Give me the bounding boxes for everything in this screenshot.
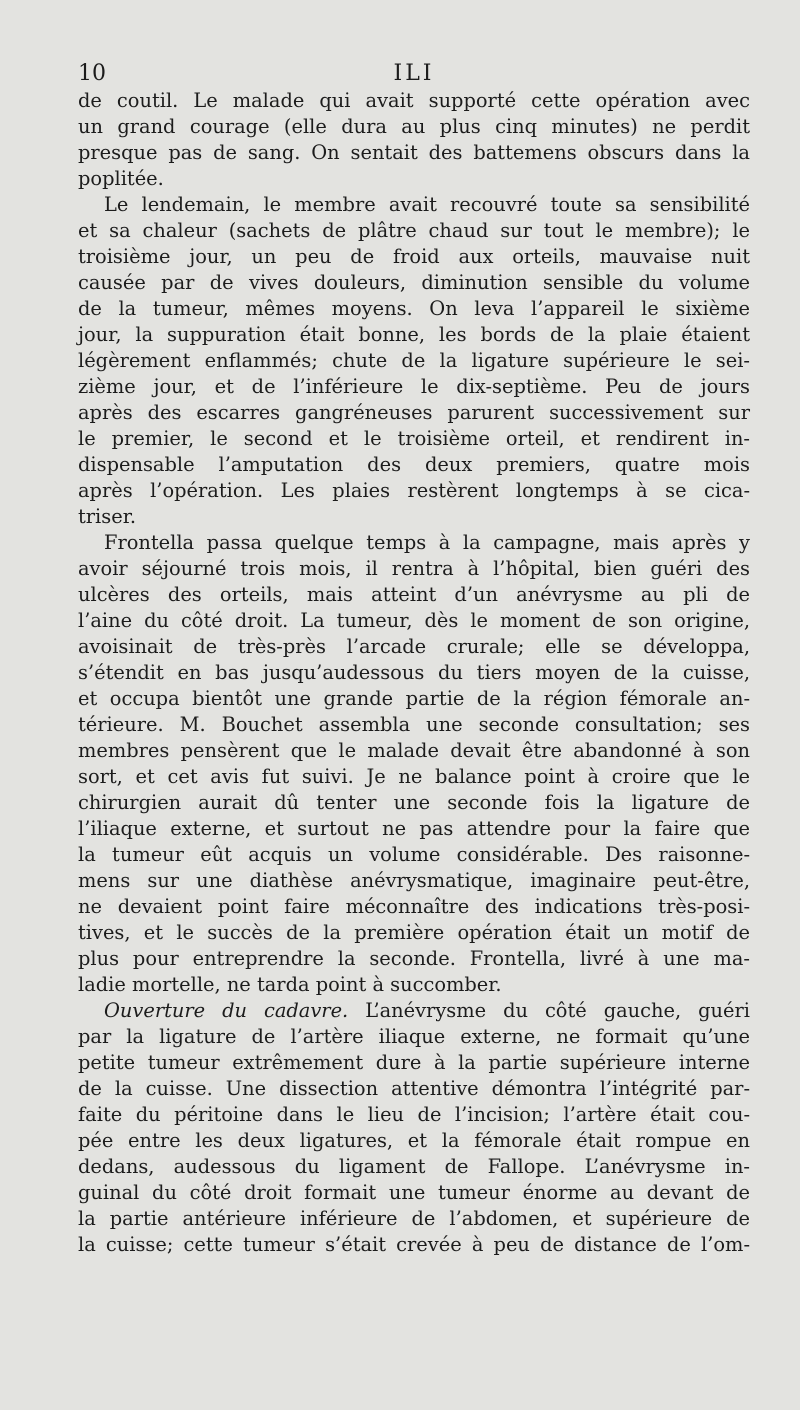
text-line: légèrement enflammés; chute de la ligature supérieure le sei- [78, 349, 750, 372]
text-line: guinal du côté droit formait une tumeur énorme au devant de [78, 1181, 750, 1204]
text-line: l’iliaque externe, et surtout ne pas attendre pour la faire que [78, 817, 750, 840]
text-line: ne devaient point faire méconnaître des indications très-posi- [78, 895, 750, 918]
page-number: 10 [78, 61, 106, 86]
text-line: de la cuisse. Une dissection attentive démontra l’intégrité par- [78, 1077, 750, 1100]
text-line: et sa chaleur (sachets de plâtre chaud sur tout le membre); le [78, 219, 750, 242]
text-line: plus pour entreprendre la seconde. Frontella, livré à une ma- [78, 947, 750, 970]
text-line: et occupa bientôt une grande partie de la région fémorale an- [78, 687, 750, 710]
text-line: zième jour, et de l’inférieure le dix-septième. Peu de jours [78, 375, 750, 398]
text-line: pée entre les deux ligatures, et la fémorale était rompue en [78, 1129, 750, 1152]
text-line: troisième jour, un peu de froid aux orteils, mauvaise nuit [78, 245, 750, 268]
text-line: poplitée. [78, 167, 164, 190]
text-line: la partie antérieure inférieure de l’abdomen, et supérieure de [78, 1207, 750, 1230]
text-line: de la tumeur, mêmes moyens. On leva l’appareil le sixième [78, 297, 750, 320]
text-line: chirurgien aurait dû tenter une seconde fois la ligature de [78, 791, 750, 814]
text-line: Le lendemain, le membre avait recouvré toute sa sensibilité [104, 193, 750, 216]
text-line: membres pensèrent que le malade devait être abandonné à son [78, 739, 750, 762]
text-line: causée par de vives douleurs, diminution sensible du volume [78, 271, 750, 294]
text-line: dispensable l’amputation des deux premiers, quatre mois [78, 453, 750, 476]
text-line: jour, la suppuration était bonne, les bords de la plaie étaient [78, 323, 750, 346]
text-line [78, 998, 750, 1024]
text-line: après l’opération. Les plaies restèrent longtemps à se cica- [78, 479, 750, 502]
text-line: Frontella passa quelque temps à la campagne, mais après y [104, 531, 750, 554]
running-title: ILI [393, 61, 435, 86]
text-line: par la ligature de l’artère iliaque externe, ne formait qu’une [78, 1025, 750, 1048]
text-line: térieure. M. Bouchet assembla une seconde consultation; ses [78, 713, 750, 736]
text-line: après des escarres gangréneuses parurent successivement sur [78, 401, 750, 424]
text-line: le premier, le second et le troisième orteil, et rendirent in- [78, 427, 750, 450]
page-header [78, 60, 750, 88]
text-line: un grand courage (elle dura au plus cinq minutes) ne perdit [78, 115, 750, 138]
text-line: ladie mortelle, ne tarda point à succomber. [78, 973, 502, 996]
text-line: avoir séjourné trois mois, il rentra à l’hôpital, bien guéri des [78, 557, 750, 580]
text-line: presque pas de sang. On sentait des battemens obscurs dans la [78, 141, 750, 164]
text-line: dedans, audessous du ligament de Fallope. L’anévrysme in- [78, 1155, 750, 1178]
section-lead-italic: Ouverture du cadavre. [104, 999, 349, 1022]
text-line: triser. [78, 505, 136, 528]
text-line: avoisinait de très-près l’arcade crurale; elle se développa, [78, 635, 750, 658]
text-line: l’aine du côté droit. La tumeur, dès le moment de son origine, [78, 609, 750, 632]
text-line: mens sur une diathèse anévrysmatique, imaginaire peut-être, [78, 869, 750, 892]
text-line-rest: L’anévrysme du côté gauche, guéri [348, 999, 750, 1022]
text-line: petite tumeur extrêmement dure à la partie supérieure interne [78, 1051, 750, 1074]
text-line: ulcères des orteils, mais atteint d’un anévrysme au pli de [78, 583, 750, 606]
text-line: sort, et cet avis fut suivi. Je ne balance point à croire que le [78, 765, 750, 788]
text-line: la tumeur eût acquis un volume considérable. Des raisonne- [78, 843, 750, 866]
text-line: de coutil. Le malade qui avait supporté cette opération avec [78, 89, 750, 112]
body-text [78, 88, 750, 1258]
text-line: s’étendit en bas jusqu’audessous du tiers moyen de la cuisse, [78, 661, 750, 684]
text-line: la cuisse; cette tumeur s’était crevée à peu de distance de l’om- [78, 1233, 750, 1256]
text-line: tives, et le succès de la première opération était un motif de [78, 921, 750, 944]
text-line: faite du péritoine dans le lieu de l’incision; l’artère était cou- [78, 1103, 750, 1126]
